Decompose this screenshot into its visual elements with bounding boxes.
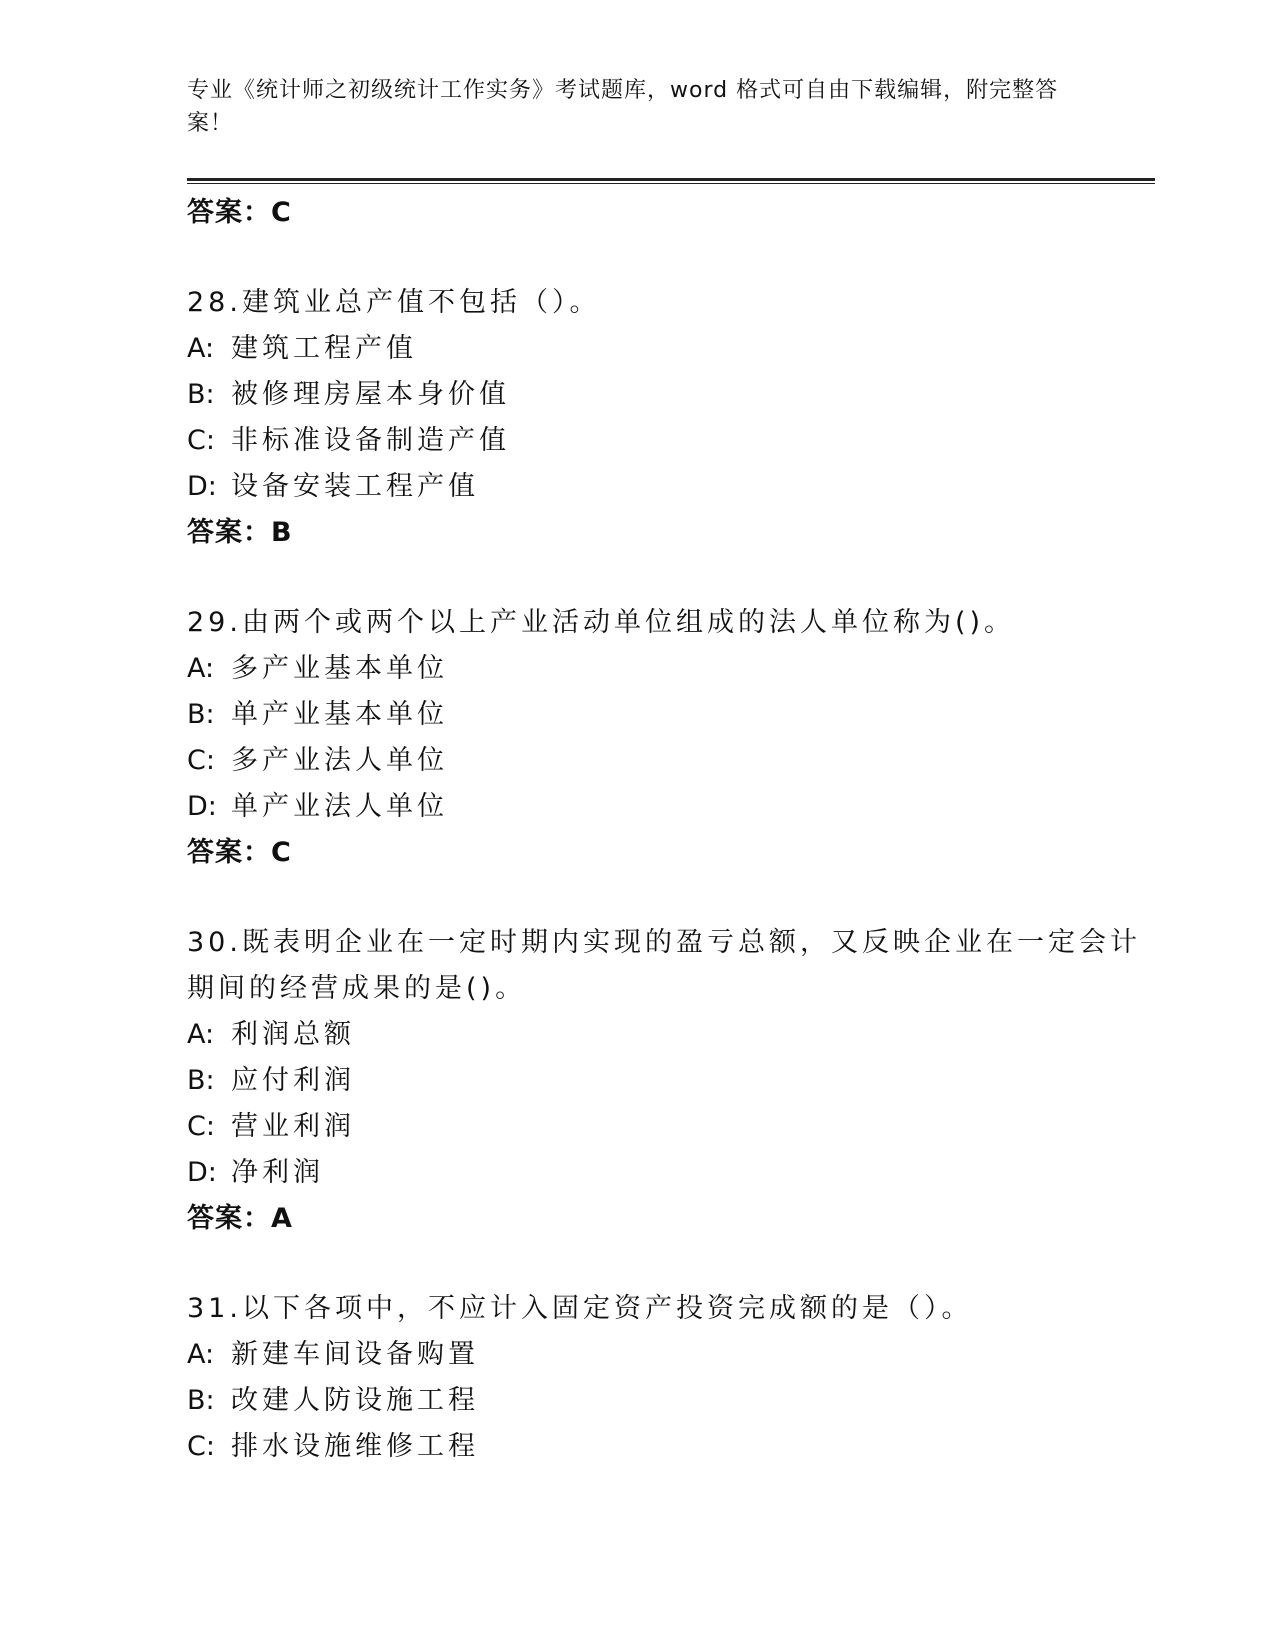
option-d [187, 464, 1157, 510]
question-stem: 29.由两个或两个以上产业活动单位组成的法人单位称为()。 [187, 607, 1016, 638]
option-c [187, 1104, 1157, 1150]
option-a [187, 646, 1157, 692]
option-text: 被修理房屋本身价值 [231, 379, 510, 410]
option-key: D: [187, 1157, 217, 1188]
question-30 [187, 920, 1157, 1242]
option-text: 建筑工程产值 [231, 333, 417, 364]
option-text: 改建人防设施工程 [231, 1385, 479, 1416]
option-text: 净利润 [231, 1157, 324, 1188]
option-key: A: [187, 1019, 215, 1050]
option-text: 多产业法人单位 [231, 745, 448, 776]
option-text: 应付利润 [231, 1065, 355, 1096]
option-text: 非标准设备制造产值 [231, 425, 510, 456]
question-stem: 30.既表明企业在一定时期内实现的盈亏总额，又反映企业在一定会计期间的经营成果的是()。 [187, 927, 1141, 1004]
option-key: C: [187, 425, 215, 456]
header-divider [187, 178, 1155, 184]
option-key: C: [187, 745, 215, 776]
answer-line: 答案：C [187, 197, 292, 228]
option-b [187, 692, 1157, 738]
answer-line: 答案：A [187, 1203, 293, 1234]
option-text: 单产业基本单位 [231, 699, 448, 730]
question-stem: 31.以下各项中，不应计入固定资产投资完成额的是（）。 [187, 1293, 973, 1324]
page-header-text: 专业《统计师之初级统计工作实务》考试题库，word 格式可自由下载编辑，附完整答案！ [187, 78, 1059, 136]
option-key: B: [187, 379, 215, 410]
option-key: B: [187, 699, 215, 730]
option-key: A: [187, 653, 215, 684]
option-b [187, 1058, 1157, 1104]
option-key: D: [187, 791, 217, 822]
option-b [187, 1378, 1157, 1424]
option-text: 单产业法人单位 [231, 791, 448, 822]
option-text: 设备安装工程产值 [231, 471, 479, 502]
option-key: B: [187, 1065, 215, 1096]
option-a [187, 1332, 1157, 1378]
option-text: 营业利润 [231, 1111, 355, 1142]
option-text: 新建车间设备购置 [231, 1339, 479, 1370]
option-d [187, 784, 1157, 830]
option-key: C: [187, 1431, 215, 1462]
option-c [187, 1424, 1157, 1470]
option-text: 多产业基本单位 [231, 653, 448, 684]
answer-line: 答案：C [187, 837, 292, 868]
option-text: 利润总额 [231, 1019, 355, 1050]
option-a [187, 326, 1157, 372]
option-key: B: [187, 1385, 215, 1416]
option-d [187, 1150, 1157, 1196]
option-c [187, 738, 1157, 784]
option-key: A: [187, 1339, 215, 1370]
answer-line: 答案：B [187, 517, 293, 548]
option-key: D: [187, 471, 217, 502]
question-28 [187, 280, 1157, 556]
question-31 [187, 1286, 1157, 1470]
header-divider-thin [187, 183, 1155, 184]
option-c [187, 418, 1157, 464]
option-a [187, 1012, 1157, 1058]
question-29 [187, 600, 1157, 876]
option-key: C: [187, 1111, 215, 1142]
option-key: A: [187, 333, 215, 364]
header-divider-thick [187, 178, 1155, 181]
option-b [187, 372, 1157, 418]
question-list [187, 190, 1157, 1470]
option-text: 排水设施维修工程 [231, 1431, 479, 1462]
question-stem: 28.建筑业总产值不包括（）。 [187, 287, 601, 318]
